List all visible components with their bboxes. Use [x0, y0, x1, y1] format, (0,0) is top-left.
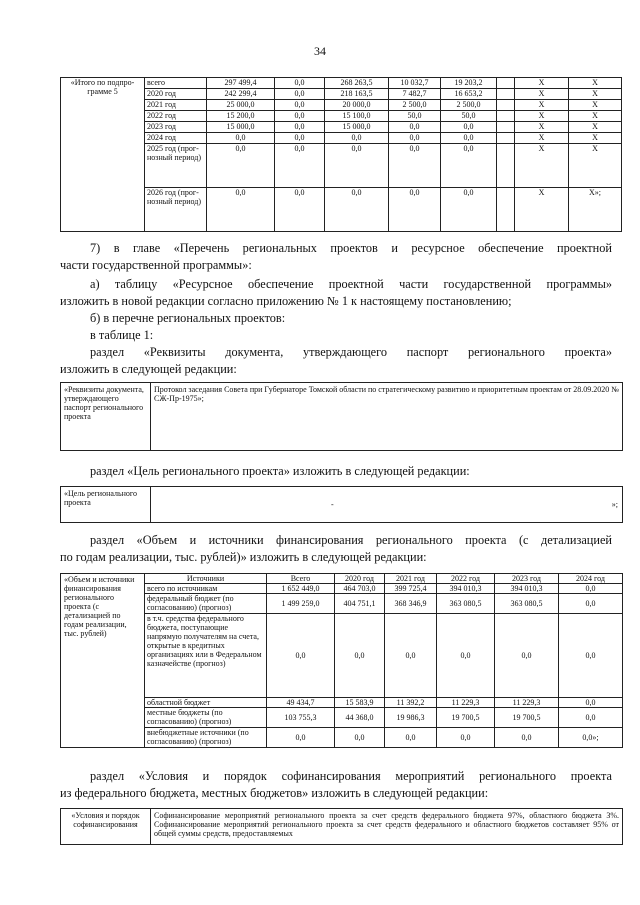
table-row: [61, 698, 623, 708]
value-cell: 0,0: [207, 188, 275, 232]
value-cell: 0,0: [559, 594, 623, 614]
paragraph-financing: раздел «Объем и источники финансирования регионального проекта (с детализацией: [90, 533, 612, 547]
empty-cell: [497, 78, 515, 89]
value-cell: 2 500,0: [441, 100, 497, 111]
goal-dash: -: [331, 500, 334, 509]
value-cell: 394 010,3: [495, 584, 559, 594]
value-cell: 0,0: [441, 133, 497, 144]
value-cell: 242 299,4: [207, 89, 275, 100]
value-cell: 297 499,4: [207, 78, 275, 89]
source-cell: в т.ч. средства федерального бюджета, поступающие напрямую получателям на счета, открытые в кредитных организациях или в Федеральном казначействе (прогноз): [145, 614, 267, 698]
value-cell: 0,0: [325, 133, 389, 144]
value-cell: 44 368,0: [335, 708, 385, 728]
value-cell: 19 203,2: [441, 78, 497, 89]
value-cell: 15 100,0: [325, 111, 389, 122]
empty-cell: [497, 144, 515, 188]
value-cell: 0,0: [389, 133, 441, 144]
table-row: [61, 188, 622, 232]
mark-cell: X: [569, 89, 622, 100]
value-cell: 0,0: [275, 89, 325, 100]
paragraph-table1: в таблице 1:: [90, 328, 154, 342]
value-cell: 464 703,0: [335, 584, 385, 594]
goal-value-cell: [151, 487, 623, 523]
table-row: [61, 78, 622, 89]
mark-cell: X: [569, 133, 622, 144]
table-row: [61, 594, 623, 614]
table-row: [61, 728, 623, 748]
value-cell: 1 652 449,0: [267, 584, 335, 594]
source-cell: местные бюджеты (по согласованию) (прогноз): [145, 708, 267, 728]
mark-cell: X: [515, 144, 569, 188]
cofinancing-label: «Условия и порядок софинансирования: [61, 809, 151, 845]
empty-cell: [497, 188, 515, 232]
value-cell: 15 000,0: [207, 122, 275, 133]
mark-cell: X: [515, 78, 569, 89]
value-cell: 0,0: [495, 614, 559, 698]
column-header: 2024 год: [559, 574, 623, 584]
value-cell: 0,0: [559, 614, 623, 698]
goal-table: [60, 486, 623, 523]
subprogram-total-table: [60, 77, 622, 232]
mark-cell: X: [515, 122, 569, 133]
value-cell: 16 653,2: [441, 89, 497, 100]
mark-cell: X: [569, 78, 622, 89]
value-cell: 0,0: [437, 614, 495, 698]
value-cell: 19 986,3: [385, 708, 437, 728]
requisites-table: [60, 382, 623, 451]
cofinancing-text: Софинансирование мероприятий регионального проекта за счет средств федерального бюджета 97%, областного бюджета 3%. Софинансирование мероприятий регионального проекта за счет средств федерального и областного бюджетов составляет 95% от общей суммы средств, предоставляемых: [151, 809, 623, 845]
value-cell: 0,0: [275, 111, 325, 122]
table-row: [61, 111, 622, 122]
paragraph-a-cont: изложить в новой редакции согласно приложению № 1 к настоящему постановлению;: [60, 294, 512, 308]
mark-cell: X: [515, 111, 569, 122]
mark-cell: X»;: [569, 188, 622, 232]
value-cell: 0,0: [559, 584, 623, 594]
paragraph-cofinancing-cont: из федерального бюджета, местных бюджетов» изложить в следующей редакции:: [60, 786, 489, 800]
mark-cell: X: [569, 144, 622, 188]
value-cell: 19 700,5: [495, 708, 559, 728]
table-row: [61, 144, 622, 188]
column-header: 2023 год: [495, 574, 559, 584]
paragraph-goal: раздел «Цель регионального проекта» изложить в следующей редакции:: [90, 464, 470, 478]
value-cell: 0,0: [275, 78, 325, 89]
goal-end: »;: [611, 500, 618, 509]
value-cell: 0,0: [389, 188, 441, 232]
value-cell: 11 392,2: [385, 698, 437, 708]
source-cell: федеральный бюджет (по согласованию) (прогноз): [145, 594, 267, 614]
requisites-label: «Реквизиты документа, утверждающего паспорт регионального проекта: [61, 383, 151, 451]
column-header: 2022 год: [437, 574, 495, 584]
value-cell: 368 346,9: [385, 594, 437, 614]
value-cell: 50,0: [441, 111, 497, 122]
column-header: Источники: [145, 574, 267, 584]
paragraph-financing-cont: по годам реализации, тыс. рублей)» изложить в следующей редакции:: [60, 550, 427, 564]
value-cell: 0,0: [267, 614, 335, 698]
paragraph-requisites: раздел «Реквизиты документа, утверждающего паспорт регионального проекта»: [90, 345, 612, 359]
value-cell: 0,0: [325, 144, 389, 188]
paragraph-7: 7) в главе «Перечень региональных проектов и ресурсное обеспечение проектной: [90, 241, 612, 255]
value-cell: 404 751,1: [335, 594, 385, 614]
empty-cell: [497, 111, 515, 122]
value-cell: 11 229,3: [495, 698, 559, 708]
table-row: [61, 122, 622, 133]
value-cell: 0,0: [275, 100, 325, 111]
value-cell: 0,0: [389, 122, 441, 133]
period-cell: 2025 год (прог-нозный период): [145, 144, 207, 188]
empty-cell: [497, 100, 515, 111]
value-cell: 0,0: [559, 698, 623, 708]
mark-cell: X: [569, 100, 622, 111]
value-cell: 0,0: [267, 728, 335, 748]
value-cell: 2 500,0: [389, 100, 441, 111]
period-cell: 2021 год: [145, 100, 207, 111]
value-cell: 399 725,4: [385, 584, 437, 594]
mark-cell: X: [515, 89, 569, 100]
period-cell: 2024 год: [145, 133, 207, 144]
value-cell: 1 499 259,0: [267, 594, 335, 614]
source-cell: всего по источникам: [145, 584, 267, 594]
mark-cell: X: [515, 100, 569, 111]
value-cell: 19 700,5: [437, 708, 495, 728]
value-cell: 0,0: [441, 144, 497, 188]
period-cell: 2020 год: [145, 89, 207, 100]
value-cell: 103 755,3: [267, 708, 335, 728]
value-cell: 0,0: [207, 133, 275, 144]
total-label: «Итого по подпро-грамме 5: [61, 78, 145, 232]
value-cell: 0,0: [275, 188, 325, 232]
value-cell: 20 000,0: [325, 100, 389, 111]
value-cell: 0,0: [559, 708, 623, 728]
value-cell: 11 229,3: [437, 698, 495, 708]
cofinancing-table: [60, 808, 623, 845]
financing-table: [60, 573, 623, 748]
value-cell: 0,0: [437, 728, 495, 748]
page-number: 34: [314, 44, 326, 58]
value-cell: 0,0: [275, 133, 325, 144]
source-cell: внебюджетные источники (по согласованию) (прогноз): [145, 728, 267, 748]
value-cell: 0,0: [325, 188, 389, 232]
table-row: [61, 614, 623, 698]
paragraph-requisites-cont: изложить в следующей редакции:: [60, 362, 237, 376]
table-row: [61, 584, 623, 594]
paragraph-cofinancing: раздел «Условия и порядок софинансирования мероприятий регионального проекта: [90, 769, 612, 783]
value-cell: 25 000,0: [207, 100, 275, 111]
value-cell: 50,0: [389, 111, 441, 122]
goal-label: «Цель регионального проекта: [61, 487, 151, 523]
value-cell: 0,0: [385, 614, 437, 698]
mark-cell: X: [515, 188, 569, 232]
period-cell: 2023 год: [145, 122, 207, 133]
value-cell: 0,0: [495, 728, 559, 748]
period-cell: всего: [145, 78, 207, 89]
value-cell: 0,0: [207, 144, 275, 188]
column-header: 2020 год: [335, 574, 385, 584]
value-cell: 0,0: [385, 728, 437, 748]
period-cell: 2026 год (прог-нозный период): [145, 188, 207, 232]
value-cell: 0,0»;: [559, 728, 623, 748]
mark-cell: X: [569, 111, 622, 122]
column-header: Всего: [267, 574, 335, 584]
value-cell: 0,0: [275, 144, 325, 188]
value-cell: 7 482,7: [389, 89, 441, 100]
empty-cell: [497, 122, 515, 133]
table-row: [61, 100, 622, 111]
paragraph-b: б) в перечне региональных проектов:: [90, 311, 286, 325]
period-cell: 2022 год: [145, 111, 207, 122]
value-cell: 0,0: [335, 728, 385, 748]
mark-cell: X: [515, 133, 569, 144]
mark-cell: X: [569, 122, 622, 133]
value-cell: 15 583,9: [335, 698, 385, 708]
requisites-text: Протокол заседания Совета при Губернаторе Томской области по стратегическому развитию и приоритетным проектам от 28.09.2020 № СЖ-Пр-1975»;: [151, 383, 623, 451]
table-row: [61, 89, 622, 100]
value-cell: 0,0: [275, 122, 325, 133]
table-row: [61, 708, 623, 728]
value-cell: 394 010,3: [437, 584, 495, 594]
empty-cell: [497, 133, 515, 144]
value-cell: 49 434,7: [267, 698, 335, 708]
value-cell: 0,0: [441, 122, 497, 133]
value-cell: 10 032,7: [389, 78, 441, 89]
table-row: [61, 133, 622, 144]
value-cell: 218 163,5: [325, 89, 389, 100]
financing-label: «Объем и источники финансирования регионального проекта (с детализацией по годам реализации, тыс. рублей): [61, 574, 145, 748]
column-header: 2021 год: [385, 574, 437, 584]
paragraph-7-cont: части государственной программы»:: [60, 258, 252, 272]
value-cell: 363 080,5: [437, 594, 495, 614]
value-cell: 0,0: [441, 188, 497, 232]
value-cell: 363 080,5: [495, 594, 559, 614]
value-cell: 15 000,0: [325, 122, 389, 133]
empty-cell: [497, 89, 515, 100]
value-cell: 15 200,0: [207, 111, 275, 122]
value-cell: 268 263,5: [325, 78, 389, 89]
value-cell: 0,0: [335, 614, 385, 698]
paragraph-a: а) таблицу «Ресурсное обеспечение проектной части государственной программы»: [90, 277, 612, 291]
value-cell: 0,0: [389, 144, 441, 188]
source-cell: областной бюджет: [145, 698, 267, 708]
